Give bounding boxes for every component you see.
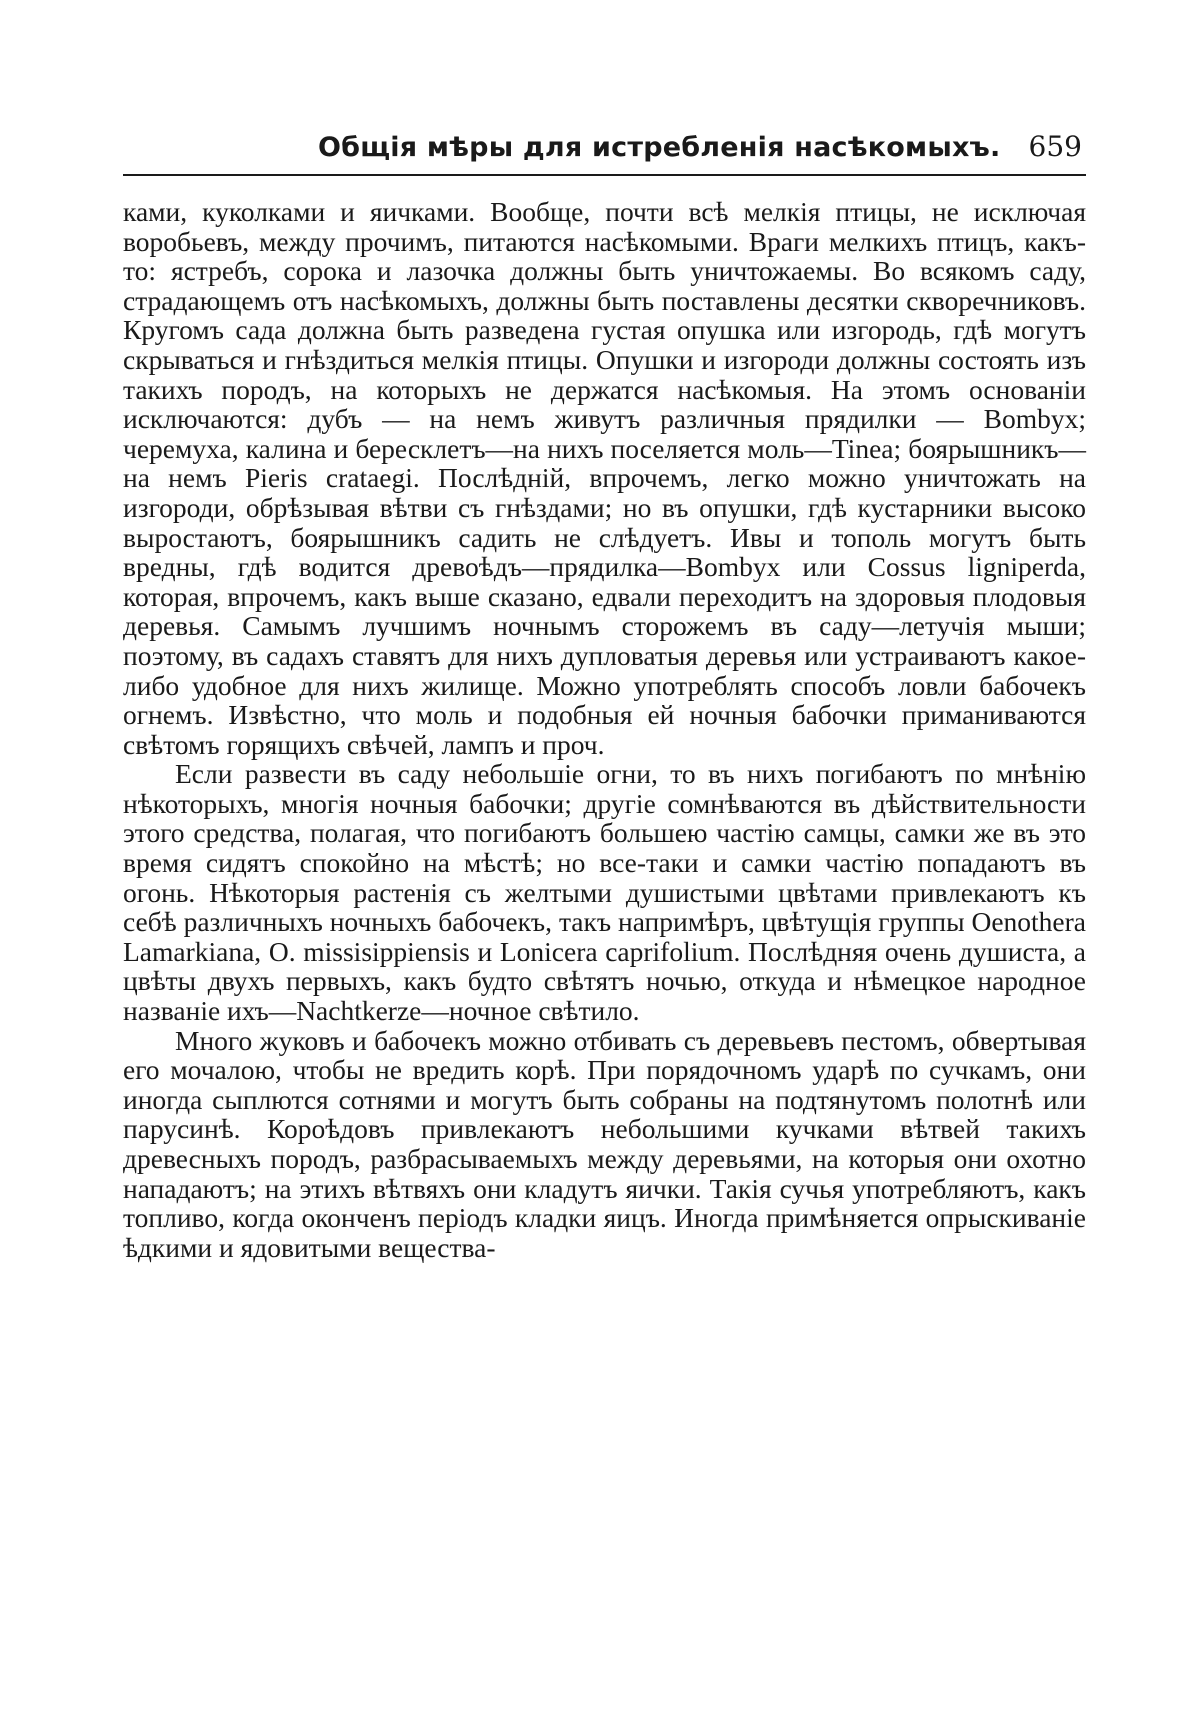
paragraph-night-fires: Если развести въ саду небольшіе огни, то въ нихъ погибаютъ по мнѣнію нѣкоторыхъ, многія ночныя бабочки; другіе сомнѣваются въ дѣйствительности этого средства, полагая, что погибаютъ большею частію самцы, самки же въ это время сидятъ спокойно на мѣстѣ; но все-таки и самки частію попадаютъ въ огонь. Нѣкоторыя растенія съ желтыми душистыми цвѣтами привлекаютъ къ себѣ различныхъ ночныхъ бабочекъ, такъ напримѣръ, цвѣтущія группы Oenothera Lamarkiana, O. missisippiensis и Lonicera caprifolium. Послѣдняя очень душиста, а цвѣты двухъ первыхъ, какъ будто свѣтятъ ночью, откуда и нѣмецкое народное названіе ихъ—Nachtkerze—ночное свѣтило.	[123, 759, 1086, 1025]
book-page	[123, 128, 1086, 1262]
body-text	[123, 197, 1086, 1262]
page-number: 659	[1029, 130, 1082, 163]
paragraph-beetles: Много жуковъ и бабочекъ можно отбивать съ деревьевъ пестомъ, обвертывая его мочалою, чтобы не вредить корѣ. При порядочномъ ударѣ по сучкамъ, они иногда сыплются сотнями и могутъ быть собраны на подтянутомъ полотнѣ или парусинѣ. Короѣдовъ привлекаютъ небольшими кучками вѣтвей такихъ древесныхъ породъ, разбрасываемыхъ между деревьями, на которыя они охотно нападаютъ; на этихъ вѣтвяхъ они кладутъ яички. Такія сучья употребляютъ, какъ топливо, когда оконченъ періодъ кладки яицъ. Иногда примѣняется опрыскиваніе ѣдкими и ядовитыми вещества-	[123, 1026, 1086, 1263]
running-title: Общія мѣры для истребленія насѣкомыхъ.	[318, 132, 1001, 163]
running-head	[123, 128, 1086, 176]
paragraph-continued: ками, куколками и яичками. Вообще, почти всѣ мелкія птицы, не исключая воробьевъ, между прочимъ, питаются насѣкомыми. Враги мелкихъ птицъ, какъ-то: ястребъ, сорока и лазочка должны быть уничтожаемы. Во всякомъ саду, страдающемъ отъ насѣкомыхъ, должны быть поставлены десятки скворечниковъ. Кругомъ сада должна быть разведена густая опушка или изгородь, гдѣ могутъ скрываться и гнѣздиться мелкія птицы. Опушки и изгороди должны состоять изъ такихъ породъ, на которыхъ не держатся насѣкомыя. На этомъ основаніи исключаются: дубъ — на немъ живутъ различныя прядилки — Bombyx; черемуха, калина и бересклетъ—на нихъ поселяется моль—Tinea; боярышникъ—на немъ Pieris crataegi. Послѣдній, впрочемъ, легко можно уничтожать на изгороди, обрѣзывая вѣтви съ гнѣздами; но въ опушки, гдѣ кустарники высоко выростаютъ, боярышникъ садить не слѣдуетъ. Ивы и тополь могутъ быть вредны, гдѣ водится древоѣдъ—прядилка—Bombyx или Cossus ligniperda, которая, впрочемъ, какъ выше сказано, едвали переходитъ на здоровыя плодовыя деревья. Самымъ лучшимъ ночнымъ сторожемъ въ саду—летучія мыши; поэтому, въ садахъ ставятъ для нихъ дупловатыя деревья или устраиваютъ какое-либо удобное для нихъ жилище. Можно употреблять способъ ловли бабочекъ огнемъ. Извѣстно, что моль и подобныя ей ночныя бабочки приманиваются свѣтомъ горящихъ свѣчей, лампъ и проч.	[123, 197, 1086, 759]
